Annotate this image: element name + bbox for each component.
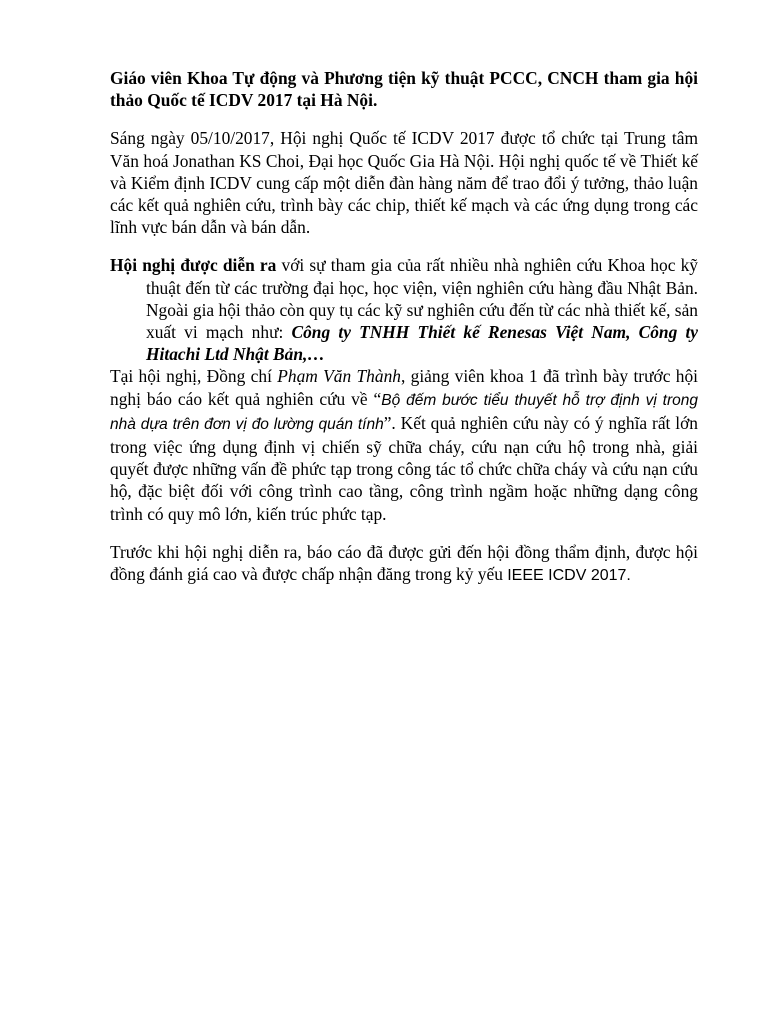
- paragraph-proceedings: [110, 541, 698, 587]
- participants-body: với sự tham gia của rất nhiều nhà nghiên cứu Khoa học kỹ thuật đến từ các trường đại học, học viện, viện nghiên cứu hàng đầu Nhật Bản. Ngoài gia hội thảo còn quy tụ các kỹ sư nghiên cứu đến từ các nhà thiết kế, sản xuất vi mạch như:: [146, 255, 698, 343]
- proceedings-name: IEEE ICDV 2017.: [507, 567, 631, 585]
- report-title: Bộ đếm bước tiểu thuyết hỗ trợ định vị trong nhà dựa trên đơn vị đo lường quán tính: [110, 391, 698, 433]
- paragraph-report: [110, 365, 698, 524]
- report-part3: ”. Kết quả nghiên cứu này có ý nghĩa rất lớn trong việc ứng dụng định vị chiến sỹ chữa cháy, cứu nạn cứu hộ trong nhà, giải quyết được những vấn đề phức tạp trong công tác tổ chức chữa cháy và cứu nạn cứu hộ, đặc biệt đối với công trình cao tầng, công trình ngầm hoặc những dạng công trình có quy mô lớn, kiến trúc phức tạp.: [110, 412, 698, 524]
- document-body: [110, 67, 698, 603]
- paragraph-intro: Sáng ngày 05/10/2017, Hội nghị Quốc tế ICDV 2017 được tổ chức tại Trung tâm Văn hoá Jonathan KS Choi, Đại học Quốc Gia Hà Nội. Hội nghị quốc tế về Thiết kế và Kiểm định ICDV cung cấp một diễn đàn hàng năm để trao đổi ý tưởng, thảo luận các kết quả nghiên cứu, trình bày các chip, thiết kế mạch và các ứng dụng trong các lĩnh vực bán dẫn và bán dẫn.: [110, 128, 698, 238]
- report-person: Phạm Văn Thành: [277, 366, 401, 387]
- participants-companies: Công ty TNHH Thiết kế Renesas Việt Nam, Công ty Hitachi Ltd Nhật Bản,…: [146, 322, 698, 365]
- report-part2: , giảng viên khoa 1 đã trình bày trước hội nghị báo cáo kết quả nghiên cứu về “: [110, 366, 698, 409]
- report-part1: Tại hội nghị, Đồng chí: [110, 366, 278, 387]
- proceedings-body: Trước khi hội nghị diễn ra, báo cáo đã được gửi đến hội đồng thẩm định, được hội đồng đánh giá cao và được chấp nhận đăng trong kỷ yếu: [110, 541, 698, 585]
- participants-lead: Hội nghị được diễn ra: [110, 255, 277, 276]
- paragraph-participants: [110, 254, 698, 365]
- article-title: Giáo viên Khoa Tự động và Phương tiện kỹ thuật PCCC, CNCH tham gia hội thảo Quốc tế ICDV 2017 tại Hà Nội.: [110, 68, 698, 111]
